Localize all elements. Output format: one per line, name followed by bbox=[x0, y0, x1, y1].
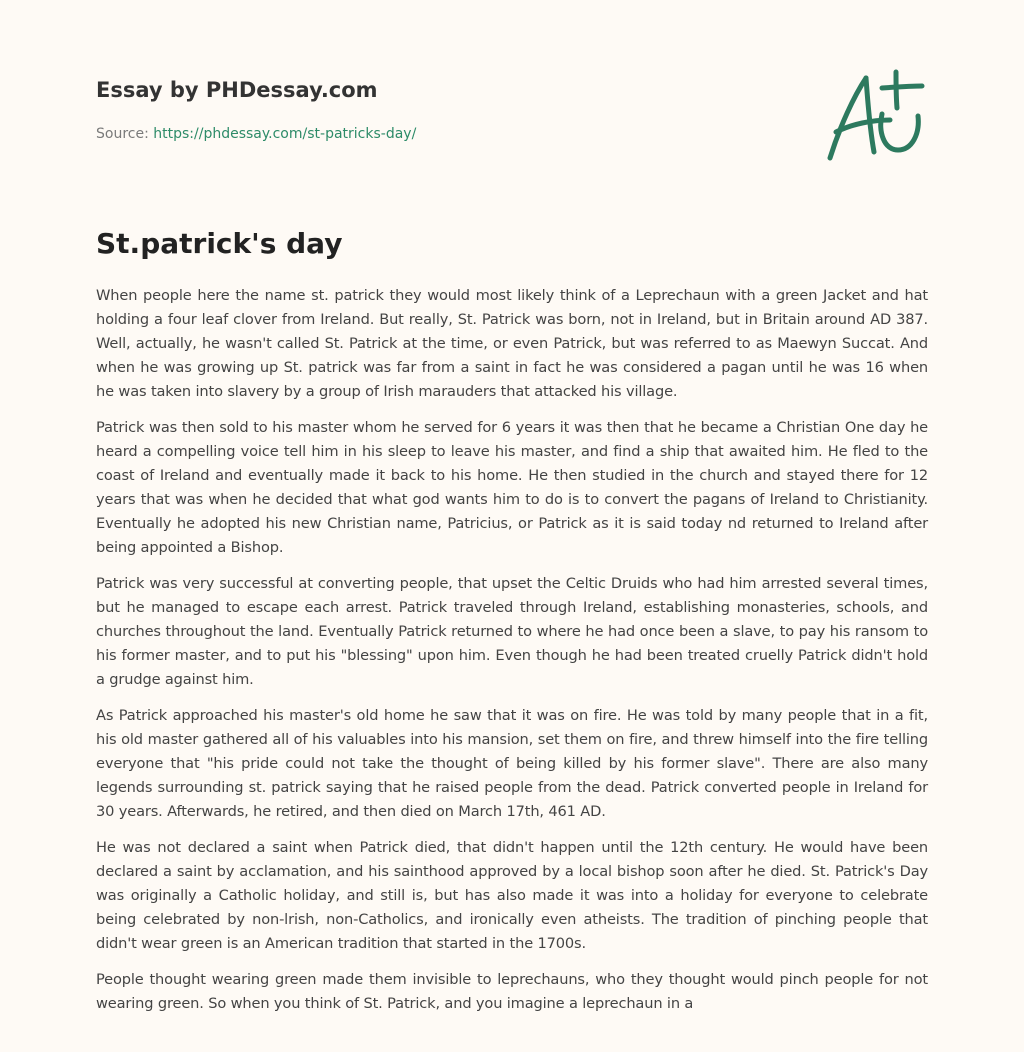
source-line bbox=[96, 124, 796, 144]
paragraph: Patrick was then sold to his master whom he served for 6 years it was then that he became a Christian One day he heard a compelling voice tell him in his sleep to leave his master, and find a ship that awaited him. He fled to the coast of Ireland and eventually made it back to his home. He then studied in the church and stayed there for 12 years that was when he decided that what god wants him to do is to convert the pagans of Ireland to Christianity. Eventually he adopted his new Christian name, Patricius, or Patrick as it is said today nd returned to Ireland after being appointed a Bishop. bbox=[96, 419, 928, 556]
paragraph: As Patrick approached his master's old home he saw that it was on fire. He was told by many people that in a fit, his old master gathered all of his valuables into his mansion, set them on fire, and threw himself into the fire telling everyone that "his pride could not take the thought of being killed by his former slave". There are also many legends surrounding st. patrick saying that he raised people from the dead. Patrick converted people in Ireland for 30 years. Afterwards, he retired, and then died on March 17th, 461 AD. bbox=[96, 707, 928, 820]
source-link[interactable]: https://phdessay.com/st-patricks-day/ bbox=[153, 126, 417, 142]
paragraph: He was not declared a saint when Patrick died, that didn't happen until the 12th century. He would have been declared a saint by acclamation, and his sainthood approved by a local bishop soon after he died. St. Patrick's Day was originally a Catholic holiday, and still is, but has also made it was into a holiday for everyone to celebrate being celebrated by non-lrish, non-Catholics, and ironically even atheists. The tradition of pinching people that didn't wear green is an American tradition that started in the 1700s. bbox=[96, 839, 928, 952]
essay-title: St.patrick's day bbox=[96, 227, 343, 260]
page-header bbox=[96, 76, 796, 144]
source-label: Source: bbox=[96, 126, 154, 142]
paragraph: Patrick was very successful at converting people, that upset the Celtic Druids who had him arrested several times, but he managed to escape each arrest. Patrick traveled through Ireland, establishing monasteries, schools, and churches throughout the land. Eventually Patrick returned to where he had once been a slave, to pay his ransom to his former master, and to put his "blessing" upon him. Even though he had been treated cruelly Patrick didn't hold a grudge against him. bbox=[96, 575, 928, 688]
site-title: Essay by PHDessay.com bbox=[96, 78, 378, 102]
essay-body bbox=[96, 284, 928, 1028]
a-plus-logo-icon bbox=[820, 66, 928, 166]
paragraph: When people here the name st. patrick they would most likely think of a Leprechaun with a green Jacket and hat holding a four leaf clover from Ireland. But really, St. Patrick was born, not in Ireland, but in Britain around AD 387. Well, actually, he wasn't called St. Patrick at the time, or even Patrick, but was referred to as Maewyn Succat. And when he was growing up St. patrick was far from a saint in fact he was considered a pagan until he was 16 when he was taken into slavery by a group of Irish marauders that attacked his village. bbox=[96, 287, 928, 400]
paragraph: People thought wearing green made them invisible to leprechauns, who they thought would pinch people for not wearing green. So when you think of St. Patrick, and you imagine a leprechaun in a bbox=[96, 971, 928, 1012]
